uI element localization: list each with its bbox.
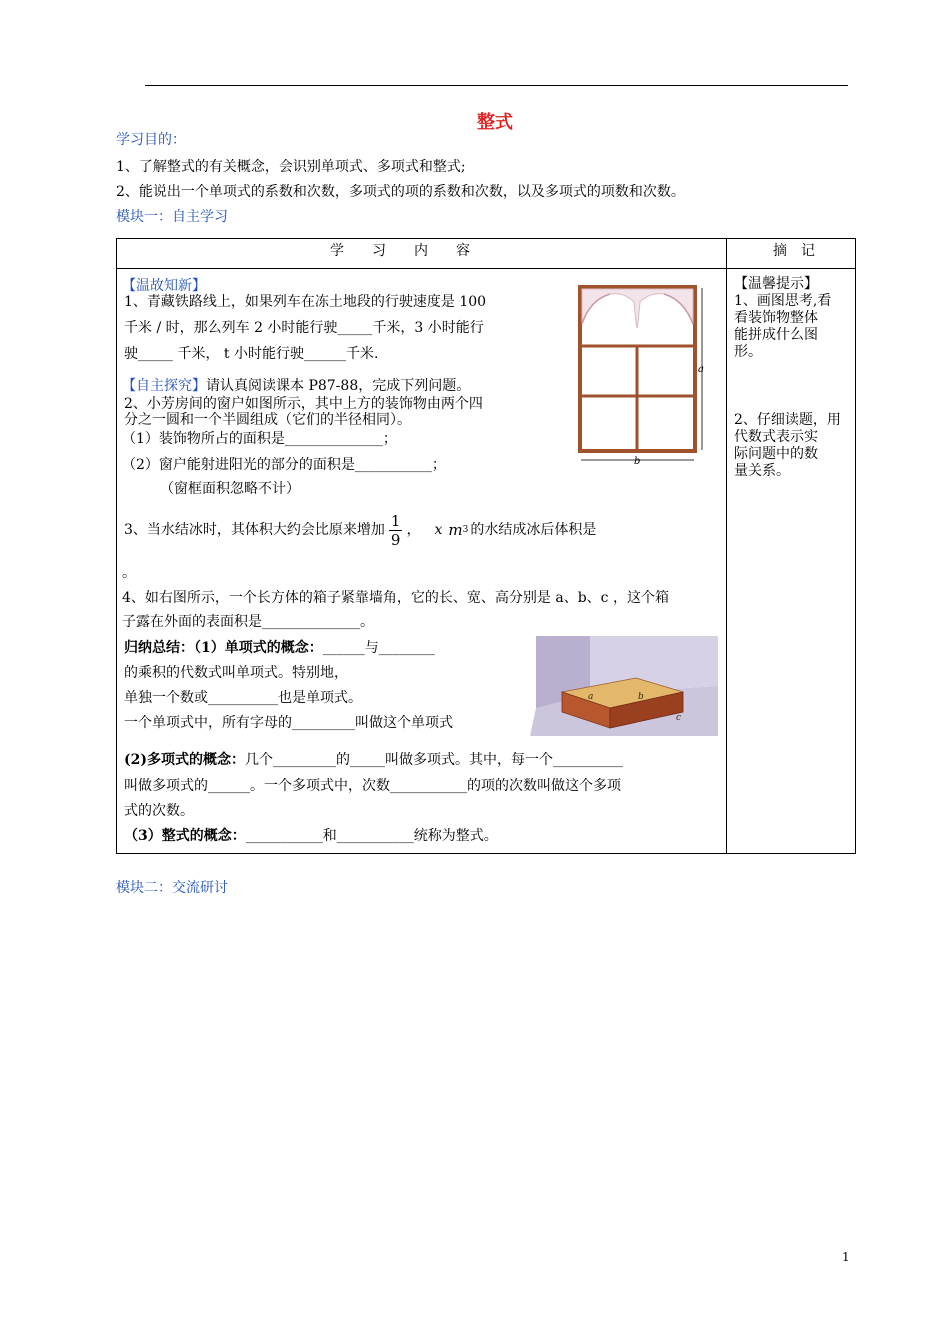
q3-variable: x xyxy=(434,522,443,538)
q2-line-1: 2、小芳房间的窗户如图所示，其中上方的装饰物由两个四 xyxy=(124,396,483,412)
module-one-heading: 模块一：自主学习 xyxy=(116,209,228,225)
q3-text-post: 的水结成冰后体积是 xyxy=(470,522,597,538)
q4-line-1: 4、如右图所示，一个长方体的箱子紧靠墙角，它的长、宽、高分别是 a、b、c ，这个箱 xyxy=(122,590,669,606)
note-1-line-4: 形。 xyxy=(734,344,762,360)
box-corner-figure xyxy=(518,636,718,736)
monomial-line-3: 单独一个数或__________也是单项式。 xyxy=(124,690,362,706)
note-1-line-2: 看装饰物整体 xyxy=(734,310,818,326)
explore-tag: 【自主探究】 xyxy=(122,378,206,394)
table-column-divider xyxy=(726,238,727,854)
polynomial-line-3: 式的次数。 xyxy=(124,803,194,819)
header-rule xyxy=(145,85,848,86)
note-1-line-3: 能拼成什么图 xyxy=(734,327,818,343)
q3-exponent: 3 xyxy=(462,525,469,535)
q2-part-b: （2）窗户能射进阳光的部分的面积是___________； xyxy=(122,457,446,473)
table-header-divider xyxy=(116,268,856,269)
polynomial-line-2: 叫做多项式的______。一个多项式中，次数___________的项的次数叫做这个多项 xyxy=(124,778,621,794)
notes-column xyxy=(734,276,841,480)
polynomial-row xyxy=(124,750,623,770)
integral-expression-heading: （3）整式的概念： xyxy=(124,828,246,844)
review-tag: 【温故知新】 xyxy=(122,278,206,294)
goal-item-1: 1、了解整式的有关概念，会识别单项式、多项式和整式; xyxy=(116,159,466,175)
notes-tag: 【温馨提示】 xyxy=(734,276,818,292)
goals-heading: 学习目的： xyxy=(116,132,186,148)
q3-numerator: 1 xyxy=(390,511,401,530)
monomial-concept-heading: （1）单项式的概念： xyxy=(194,640,323,656)
page-title: 整式 xyxy=(477,112,513,133)
q2-note: （窗框面积忽略不计） xyxy=(160,481,300,497)
q3-fraction xyxy=(389,512,403,549)
review-line-3: 驶_____ 千米， t 小时能行驶______千米. xyxy=(124,346,379,362)
goal-item-2: 2、能说出一个单项式的系数和次数，多项式的项的系数和次数，以及多项式的项数和次数。 xyxy=(116,184,685,200)
q3-unit: m xyxy=(448,521,463,539)
module-two-heading: 模块二：交流研讨 xyxy=(116,880,228,896)
q2-part-a: （1）装饰物所占的面积是______________； xyxy=(122,431,397,447)
summary-p1-head-row xyxy=(124,638,435,658)
column-header-notes: 摘 记 xyxy=(773,243,815,259)
note-2-line-3: 际问题中的数 xyxy=(734,446,818,462)
note-2-line-4: 量关系。 xyxy=(734,463,790,479)
q4-line-2: 子露在外面的表面积是______________。 xyxy=(122,614,374,630)
note-1-line-1: 1、画图思考,看 xyxy=(734,293,832,309)
q3-denominator: 9 xyxy=(390,530,401,549)
monomial-line-2: 的乘积的代数式叫单项式。特别地， xyxy=(124,665,348,681)
window-figure xyxy=(576,284,710,466)
q3-text-pre: 3、当水结冰时，其体积大约会比原来增加 xyxy=(124,522,385,538)
review-line-2: 千米 / 时，那么列车 2 小时能行驶_____千米，3 小时能行 xyxy=(124,320,484,336)
window-label-a: a xyxy=(698,364,704,375)
note-2-line-1: 2、仔细读题，用 xyxy=(734,412,841,428)
note-2-line-2: 代数式表示实 xyxy=(734,429,818,445)
q3-comma: ， xyxy=(406,522,421,538)
q3-row xyxy=(124,508,596,552)
box-label-b: b xyxy=(638,692,644,702)
review-line-1: 1、青藏铁路线上，如果列车在冻土地段的行驶速度是 100 xyxy=(124,294,487,310)
column-header-content: 学 习 内 容 xyxy=(330,243,470,259)
integral-expression-row xyxy=(124,826,498,846)
q2-line-2: 分之一圆和一个半圆组成（它们的半径相同）。 xyxy=(124,412,411,428)
summary-label: 归纳总结： xyxy=(124,640,194,656)
monomial-line-4: 一个单项式中，所有字母的_________叫做这个单项式 xyxy=(124,715,453,731)
explore-intro: 请认真阅读课本 P87-88，完成下列问题。 xyxy=(206,378,471,394)
integral-expression-text: ___________和___________统称为整式。 xyxy=(245,828,498,844)
window-label-b: b xyxy=(634,456,641,466)
box-label-c: c xyxy=(676,713,682,723)
polynomial-concept-text: 几个_________的_____叫做多项式。其中，每一个__________ xyxy=(245,752,623,768)
box-label-a: a xyxy=(588,692,594,702)
explore-row xyxy=(122,376,470,396)
polynomial-concept-heading: (2)多项式的概念： xyxy=(124,752,245,768)
q3-end: 。 xyxy=(122,565,136,581)
page-number: 1 xyxy=(842,1250,850,1264)
monomial-concept-blanks: ______与________ xyxy=(322,640,435,656)
